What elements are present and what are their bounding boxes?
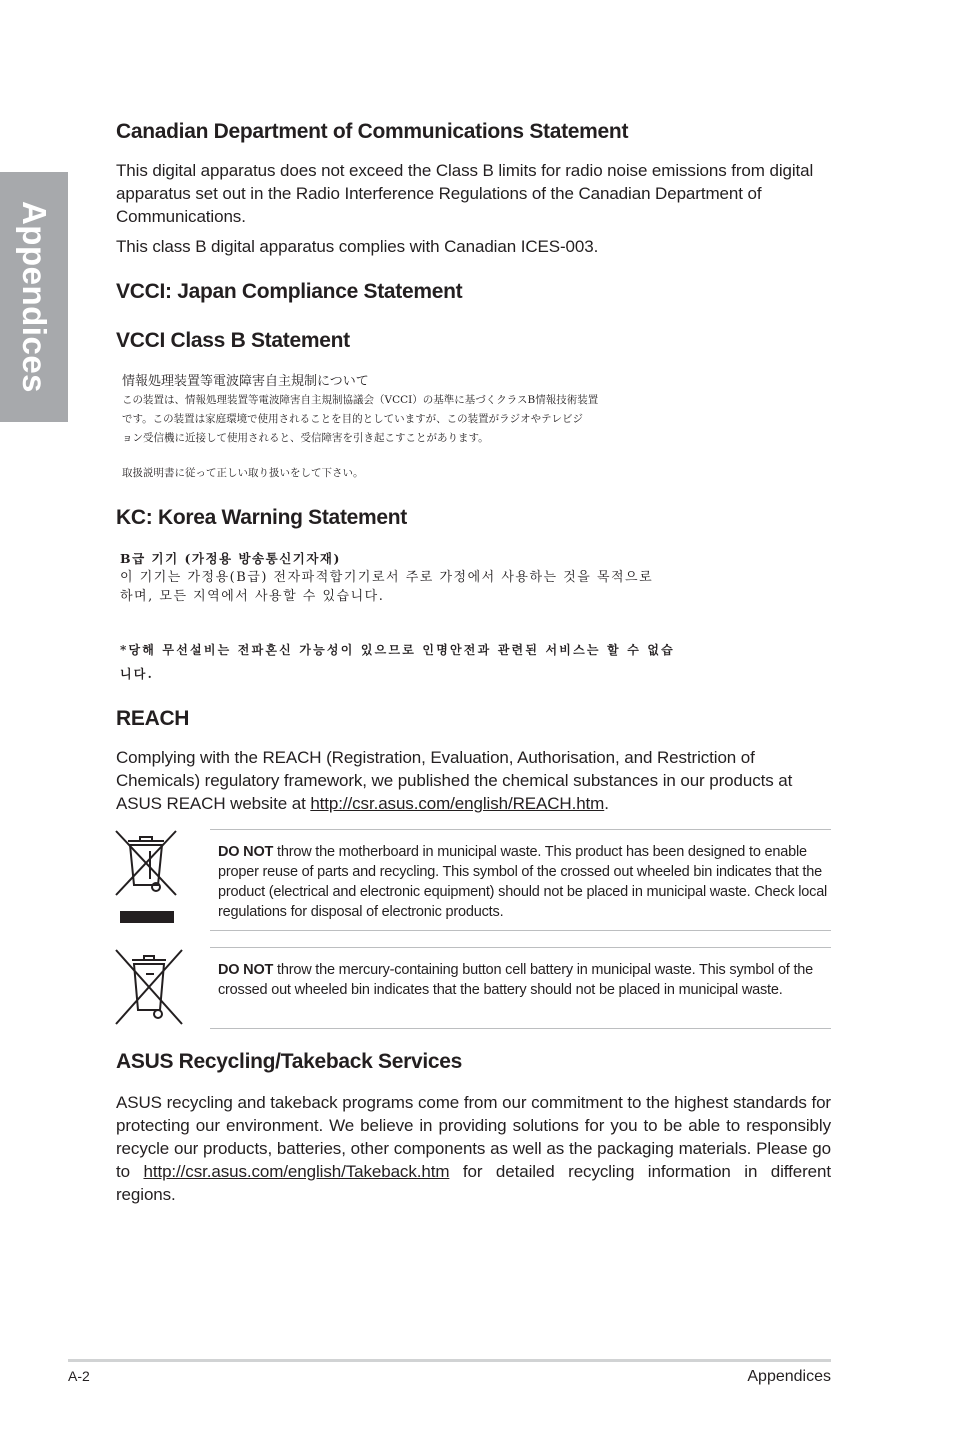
jp-line: 取扱説明書に従って正しい取り扱いをして下さい。 xyxy=(122,467,364,479)
crossed-out-wheeled-bin-icon xyxy=(114,829,178,925)
vcci-class-b-heading: VCCI Class B Statement xyxy=(116,329,350,352)
do-not-label: DO NOT xyxy=(218,844,274,860)
jp-line: ョン受信機に近接して使用されると、受信障害を引き起こすことがあります。 xyxy=(122,432,489,444)
kc-korean-statement xyxy=(120,549,830,606)
footer-section-title: Appendices xyxy=(747,1368,831,1385)
recycling-para xyxy=(116,1091,831,1206)
do-not-label: DO NOT xyxy=(218,962,274,978)
notice-text: throw the motherboard in municipal waste. This product has been designed to enable proper reuse of parts and recycling. This symbol of the crossed out wheeled bin indicates that the product (electrical and electronic equipment) should not be placed in municipal waste. Check local regulations for disposal of electronic products. xyxy=(218,844,828,920)
crossed-out-battery-bin-icon xyxy=(114,948,184,1026)
jp-line: 情報処理装置等電波障害自主規制について xyxy=(122,374,369,389)
takeback-link[interactable]: http://csr.asus.com/english/Takeback.htm xyxy=(143,1162,450,1181)
section-side-tab xyxy=(0,172,68,422)
side-tab-label: Appendices xyxy=(16,200,53,394)
recycling-text-end: for detailed recycling information in different regions. xyxy=(116,1162,831,1204)
canadian-statement-para: This digital apparatus does not exceed the Class B limits for radio noise emissions from digital apparatus set out in the Radio Interference Regulations of the Canadian Department of Communications. xyxy=(116,161,814,226)
reach-para xyxy=(116,746,831,815)
notice-text: throw the mercury-containing button cell battery in municipal waste. This symbol of the crossed out wheeled bin indicates that the battery should not be placed in municipal waste. xyxy=(218,962,814,998)
reach-link[interactable]: http://csr.asus.com/english/REACH.htm xyxy=(310,794,605,813)
reach-heading: REACH xyxy=(116,707,190,730)
footer-divider xyxy=(68,1359,831,1362)
kr-line: 하며, 모든 지역에서 사용할 수 있습니다. xyxy=(120,589,385,604)
recycling-heading: ASUS Recycling/Takeback Services xyxy=(116,1050,463,1073)
battery-disposal-notice xyxy=(210,947,831,1029)
kr-line: 이 기기는 가정용(B급) 전자파적합기기로서 주로 가정에서 사용하는 것을 목적으로 xyxy=(120,570,654,585)
kc-korean-warning xyxy=(120,638,830,686)
kr-warning-line: *당해 무선설비는 전파혼신 가능성이 있으므로 인명안전과 관련된 서비스는 할 수 없습 xyxy=(120,643,675,657)
vcci-heading: VCCI: Japan Compliance Statement xyxy=(116,280,463,303)
reach-text: Complying with the REACH (Registration, Evaluation, Authorisation, and Restriction of Chemicals) regulatory framework, we published the chemical substances in our products at ASUS REACH website at xyxy=(116,748,793,813)
canadian-statement-heading: Canadian Department of Communications Statement xyxy=(116,120,629,143)
jp-line: です。この装置は家庭環境で使用されることを目的としていますが、この装置がラジオやテレビジ xyxy=(122,413,583,425)
kr-warning-line: 니다. xyxy=(120,667,154,681)
motherboard-disposal-notice xyxy=(210,829,831,931)
page-number: A-2 xyxy=(68,1368,90,1384)
kc-heading: KC: Korea Warning Statement xyxy=(116,506,407,529)
reach-text-end: . xyxy=(604,794,609,813)
jp-line: この装置は、情報処理装置等電波障害自主規制協議会（VCCI）の基準に基づくクラスB情報技術装置 xyxy=(122,394,599,406)
vcci-japanese-statement xyxy=(122,372,722,483)
kr-line: B급 기기 (가정용 방송통신기자재) xyxy=(120,551,341,566)
recycling-text: ASUS recycling and takeback programs come from our commitment to the highest standards for protecting our environment. We believe in providing solutions for you to be able to responsibly recycle our products, batteries, other components as well as the packaging materials. Please go to xyxy=(116,1093,831,1181)
canadian-ices-para: This class B digital apparatus complies with Canadian ICES-003. xyxy=(116,237,599,256)
